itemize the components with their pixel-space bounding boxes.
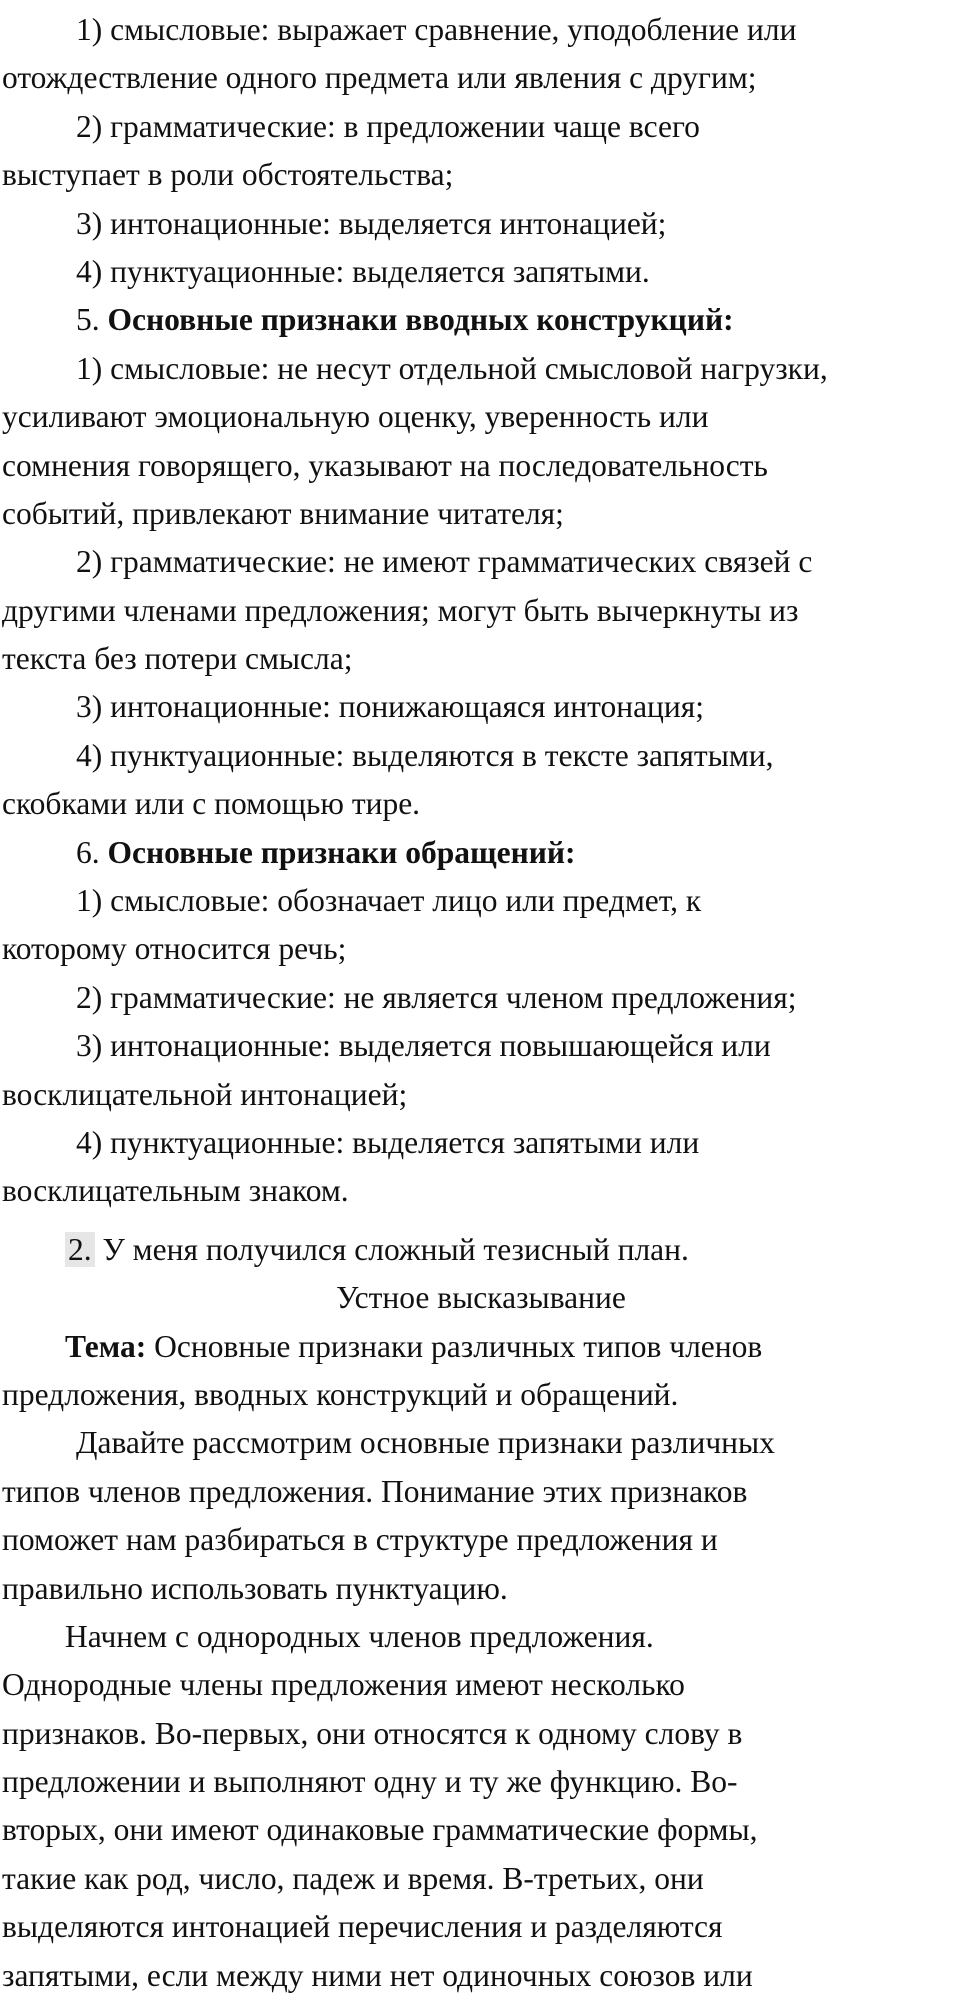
answer-text: У меня получился сложный тезисный план. [94, 1231, 689, 1267]
section-heading [2, 296, 960, 344]
text-line: предложении и выполняют одну и ту же функцию. Во- [2, 1764, 738, 1800]
text-line: сомнения говорящего, указывают на последовательность [2, 447, 768, 483]
text-line: предложения, вводных конструкций и обращений. [2, 1376, 679, 1412]
text-line: выступает в роли обстоятельства; [2, 157, 454, 193]
answer-number: 2. [65, 1232, 95, 1267]
text-line: 3) интонационные: понижающаяся интонация; [76, 689, 705, 725]
text-line: поможет нам разбираться в структуре предложения и [2, 1522, 718, 1558]
speech-title: Устное высказывание [336, 1280, 626, 1316]
text-line: текста без потери смысла; [2, 641, 353, 677]
text-line: событий, привлекают внимание читателя; [2, 495, 564, 531]
text-line: правильно использовать пунктуацию. [2, 1570, 508, 1606]
topic-label: Тема: [65, 1328, 147, 1364]
section-title: Основные признаки обращений: [107, 834, 576, 870]
topic-line [2, 1323, 960, 1371]
text-line: Начнем с однородных членов предложения. [65, 1618, 654, 1654]
text-line: 1) смысловые: выражает сравнение, уподобление или [76, 12, 797, 47]
text-line: Однородные члены предложения имеют несколько [2, 1667, 685, 1703]
text-line: отождествление одного предмета или явления с другим; [2, 60, 757, 96]
text-line: 2) грамматические: в предложении чаще всего [76, 108, 700, 144]
text-line: 2) грамматические: не является членом предложения; [76, 979, 797, 1015]
text-line: усиливают эмоциональную оценку, уверенность или [2, 399, 709, 435]
text-line: которому относится речь; [2, 931, 347, 967]
text-line: признаков. Во-первых, они относятся к одному слову в [2, 1715, 743, 1751]
text-line: вторых, они имеют одинаковые грамматические формы, [2, 1812, 758, 1848]
text-line: 3) интонационные: выделяется интонацией; [76, 205, 667, 241]
text-line: 4) пунктуационные: выделяется запятыми или [76, 1124, 700, 1160]
text-line: восклицательной интонацией; [2, 1076, 408, 1112]
text-line: восклицательным знаком. [2, 1173, 349, 1209]
section-title: Основные признаки вводных конструкций: [107, 302, 734, 338]
section-number: 6. [76, 834, 108, 870]
section-heading [2, 829, 960, 877]
text-line: такие как род, число, падеж и время. В-третьих, они [2, 1860, 704, 1896]
text-line: запятыми, если между ними нет одиночных союзов или [2, 1957, 753, 1993]
text-line: 1) смысловые: не несут отдельной смысловой нагрузки, [76, 350, 828, 386]
topic-text: Основные признаки различных типов членов [146, 1328, 763, 1364]
text-line: Давайте рассмотрим основные признаки различных [76, 1425, 775, 1461]
text-line: 2) грамматические: не имеют грамматических связей с [76, 544, 813, 580]
text-line: 1) смысловые: обозначает лицо или предмет, к [76, 883, 702, 919]
text-line: скобками или с помощью тире. [2, 786, 421, 822]
answer-line [2, 1226, 960, 1274]
text-line: другими членами предложения; могут быть вычеркнуты из [2, 592, 799, 628]
text-line: 3) интонационные: выделяется повышающейся или [76, 1028, 771, 1064]
text-line: 4) пунктуационные: выделяется запятыми. [76, 253, 650, 289]
text-line: типов членов предложения. Понимание этих признаков [2, 1473, 748, 1509]
text-line: выделяются интонацией перечисления и разделяются [2, 1909, 723, 1945]
text-line: 4) пунктуационные: выделяются в тексте запятыми, [76, 737, 774, 773]
section-number: 5. [76, 302, 108, 338]
